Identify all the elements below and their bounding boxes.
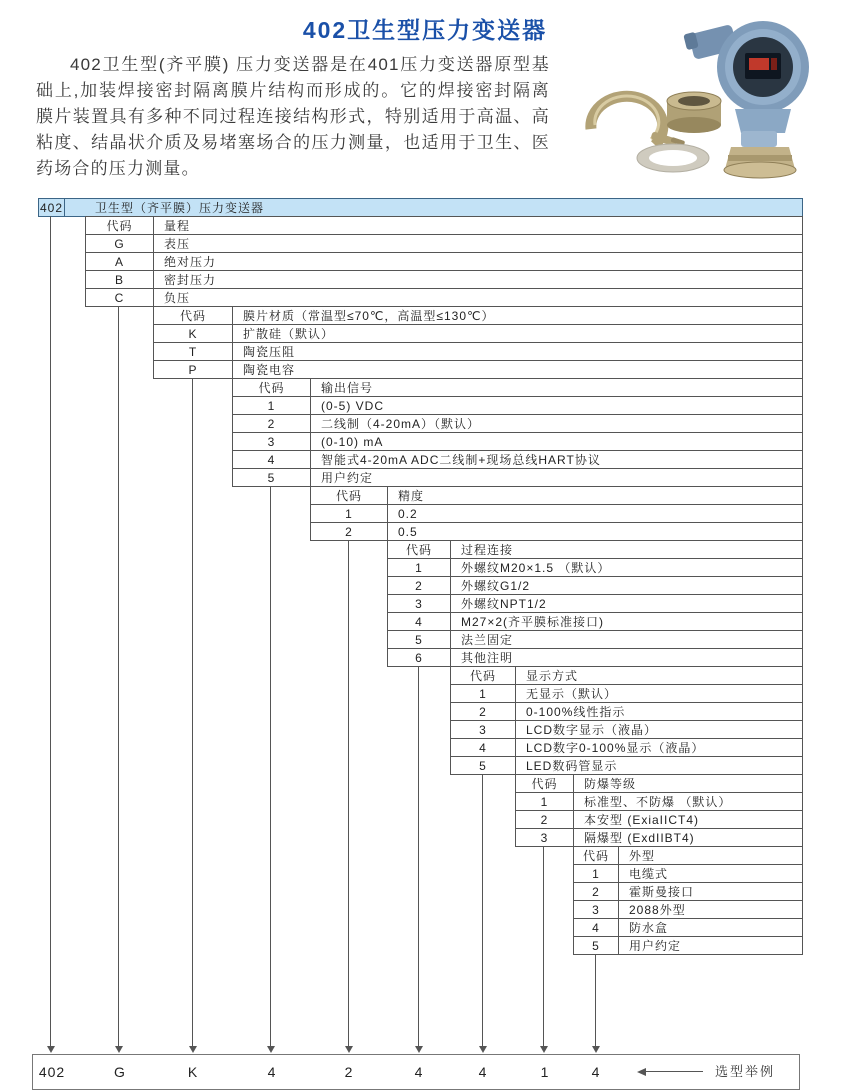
section-accuracy — [310, 486, 803, 541]
label-cell: 霍斯曼接口 — [619, 883, 803, 901]
code-cell: 4 — [388, 613, 451, 631]
label-cell: 密封压力 — [154, 271, 803, 289]
code-cell: 2 — [451, 703, 516, 721]
table-row — [574, 919, 803, 937]
connector-line — [482, 774, 483, 1048]
table-row — [451, 721, 803, 739]
label-cell: 0.2 — [388, 505, 803, 523]
code-cell: 3 — [233, 433, 311, 451]
table-row — [516, 829, 803, 847]
label-cell: (0-10) mA — [311, 433, 803, 451]
code-header-cell: 代码 — [233, 379, 311, 397]
ferrule-illustration — [667, 92, 721, 133]
table-row — [233, 397, 803, 415]
code-cell: 1 — [388, 559, 451, 577]
code-cell: 2 — [574, 883, 619, 901]
label-cell: 外螺纹G1/2 — [451, 577, 803, 595]
code-header-cell: 代码 — [86, 217, 154, 235]
code-cell: 4 — [451, 739, 516, 757]
label-header-cell: 防爆等级 — [574, 775, 803, 793]
code-header-cell: 代码 — [451, 667, 516, 685]
label-cell: 0.5 — [388, 523, 803, 541]
label-cell: 外螺纹M20×1.5 （默认） — [451, 559, 803, 577]
code-cell: 5 — [388, 631, 451, 649]
table-row — [451, 739, 803, 757]
arrow-down-icon — [540, 1046, 548, 1053]
code-cell: 6 — [388, 649, 451, 667]
table-row — [311, 523, 803, 541]
intro-paragraph: 402卫生型(齐平膜) 压力变送器是在401压力变送器原型基础上,加装焊接密封隔离膜片结构而形成的。它的焊接密封隔离膜片装置具有多种不同过程连接结构形式，特别适用于高温、高粘度、结晶状介质及易堵塞场合的压力测量，也适用于卫生、医药场合的压力测量。 — [36, 55, 550, 178]
label-cell: 智能式4-20mA ADC二线制+现场总线HART协议 — [311, 451, 803, 469]
table-row — [516, 811, 803, 829]
model-code-cell: 402 — [39, 199, 65, 217]
label-cell: 用户约定 — [619, 937, 803, 955]
code-cell: B — [86, 271, 154, 289]
section-housing-type — [573, 846, 803, 955]
arrow-down-icon — [415, 1046, 423, 1053]
example-value: G — [114, 1064, 126, 1080]
code-header-cell: 代码 — [516, 775, 574, 793]
code-cell: 2 — [516, 811, 574, 829]
table-row — [388, 649, 803, 667]
example-value: 4 — [414, 1064, 424, 1080]
page-title: 402卫生型压力变送器 — [302, 17, 548, 43]
label-cell: 陶瓷压阻 — [233, 343, 803, 361]
label-header-cell: 量程 — [154, 217, 803, 235]
table-row — [311, 487, 803, 505]
label-cell: 其他注明 — [451, 649, 803, 667]
section-output-signal — [232, 378, 803, 487]
label-header-cell: 精度 — [388, 487, 803, 505]
label-cell: 标准型、不防爆 （默认） — [574, 793, 803, 811]
code-cell: P — [154, 361, 233, 379]
table-row — [233, 451, 803, 469]
label-cell: 用户约定 — [311, 469, 803, 487]
code-cell: A — [86, 253, 154, 271]
code-cell: 1 — [574, 865, 619, 883]
code-cell: 2 — [233, 415, 311, 433]
label-cell: 本安型 (ExiaIICT4) — [574, 811, 803, 829]
label-cell: 防水盒 — [619, 919, 803, 937]
code-cell: 5 — [451, 757, 516, 775]
code-header-cell: 代码 — [154, 307, 233, 325]
code-cell: 1 — [451, 685, 516, 703]
table-row — [233, 433, 803, 451]
code-cell: 4 — [574, 919, 619, 937]
section-process-connection — [387, 540, 803, 667]
arrow-down-icon — [189, 1046, 197, 1053]
arrow-left-icon — [637, 1068, 646, 1076]
table-row — [86, 235, 803, 253]
example-value: 2 — [344, 1064, 354, 1080]
label-cell: 无显示（默认） — [516, 685, 803, 703]
table-row — [233, 469, 803, 487]
section-range — [85, 216, 803, 307]
connector-line — [595, 954, 596, 1048]
example-value: 4 — [478, 1064, 488, 1080]
code-cell: 2 — [388, 577, 451, 595]
table-row — [86, 253, 803, 271]
table-row — [154, 325, 803, 343]
code-cell: 5 — [233, 469, 311, 487]
label-cell: 扩散硅（默认） — [233, 325, 803, 343]
label-header-cell: 输出信号 — [311, 379, 803, 397]
label-cell: 0-100%线性指示 — [516, 703, 803, 721]
model-header-row — [38, 198, 803, 217]
table-row — [451, 703, 803, 721]
connector-line — [270, 486, 271, 1048]
table-row — [574, 937, 803, 955]
arrow-down-icon — [47, 1046, 55, 1053]
table-row — [574, 901, 803, 919]
label-header-cell: 过程连接 — [451, 541, 803, 559]
table-row — [388, 613, 803, 631]
table-row — [388, 631, 803, 649]
label-cell: 绝对压力 — [154, 253, 803, 271]
table-row — [311, 505, 803, 523]
table-row — [86, 217, 803, 235]
label-cell: LCD数字显示（液晶） — [516, 721, 803, 739]
label-cell: 二线制（4-20mA）（默认） — [311, 415, 803, 433]
table-row — [574, 865, 803, 883]
label-cell: 电缆式 — [619, 865, 803, 883]
label-header-cell: 显示方式 — [516, 667, 803, 685]
selection-example-box — [32, 1054, 800, 1090]
table-row — [86, 289, 803, 307]
connector-line — [543, 846, 544, 1048]
code-cell: 3 — [574, 901, 619, 919]
label-header-cell: 膜片材质（常温型≤70℃，高温型≤130℃） — [233, 307, 803, 325]
label-cell: M27×2(齐平膜标准接口) — [451, 613, 803, 631]
code-cell: 1 — [516, 793, 574, 811]
code-header-cell: 代码 — [388, 541, 451, 559]
code-cell: G — [86, 235, 154, 253]
table-row — [154, 361, 803, 379]
code-header-cell: 代码 — [574, 847, 619, 865]
arrow-down-icon — [345, 1046, 353, 1053]
example-value: 4 — [591, 1064, 601, 1080]
connector-line — [418, 666, 419, 1048]
code-cell: T — [154, 343, 233, 361]
code-cell: 5 — [574, 937, 619, 955]
section-explosion-proof — [515, 774, 803, 847]
label-cell: 外螺纹NPT1/2 — [451, 595, 803, 613]
code-cell: K — [154, 325, 233, 343]
label-cell: 负压 — [154, 289, 803, 307]
label-cell: (0-5) VDC — [311, 397, 803, 415]
table-row — [516, 793, 803, 811]
connector-line — [192, 378, 193, 1048]
code-cell: 4 — [233, 451, 311, 469]
table-row — [233, 415, 803, 433]
label-cell: 2088外型 — [619, 901, 803, 919]
code-cell: 3 — [388, 595, 451, 613]
table-row — [154, 307, 803, 325]
arrow-down-icon — [479, 1046, 487, 1053]
table-row — [388, 559, 803, 577]
example-value: 402 — [38, 1064, 66, 1080]
code-cell: 3 — [516, 829, 574, 847]
section-diaphragm-material — [153, 306, 803, 379]
model-name-cell: 卫生型（齐平膜）压力变送器 — [65, 199, 803, 217]
code-cell: 1 — [233, 397, 311, 415]
table-row — [388, 577, 803, 595]
label-cell: 法兰固定 — [451, 631, 803, 649]
connector-line — [118, 306, 119, 1048]
code-header-cell: 代码 — [311, 487, 388, 505]
code-cell: 1 — [311, 505, 388, 523]
label-cell: LCD数字0-100%显示（液晶） — [516, 739, 803, 757]
label-cell: LED数码管显示 — [516, 757, 803, 775]
product-photo — [555, 5, 845, 190]
example-value: K — [187, 1064, 199, 1080]
arrow-down-icon — [267, 1046, 275, 1053]
table-row — [86, 271, 803, 289]
example-value: 4 — [267, 1064, 277, 1080]
code-cell: 2 — [311, 523, 388, 541]
arrow-down-icon — [115, 1046, 123, 1053]
table-row — [451, 667, 803, 685]
example-value: 1 — [540, 1064, 550, 1080]
table-row — [388, 595, 803, 613]
table-row — [574, 847, 803, 865]
table-row — [388, 541, 803, 559]
label-cell: 隔爆型 (ExdIIBT4) — [574, 829, 803, 847]
code-cell: 3 — [451, 721, 516, 739]
arrow-left-line — [645, 1071, 703, 1072]
table-row — [516, 775, 803, 793]
label-cell: 表压 — [154, 235, 803, 253]
section-display-mode — [450, 666, 803, 775]
selection-example-label: 选型举例 — [715, 1064, 776, 1079]
label-header-cell: 外型 — [619, 847, 803, 865]
table-row — [451, 685, 803, 703]
connector-line — [50, 216, 51, 1048]
table-row — [574, 883, 803, 901]
connector-line — [348, 540, 349, 1048]
label-cell: 陶瓷电容 — [233, 361, 803, 379]
table-row — [154, 343, 803, 361]
table-row — [451, 757, 803, 775]
arrow-down-icon — [592, 1046, 600, 1053]
table-row — [233, 379, 803, 397]
code-cell: C — [86, 289, 154, 307]
gasket-illustration — [637, 144, 709, 172]
